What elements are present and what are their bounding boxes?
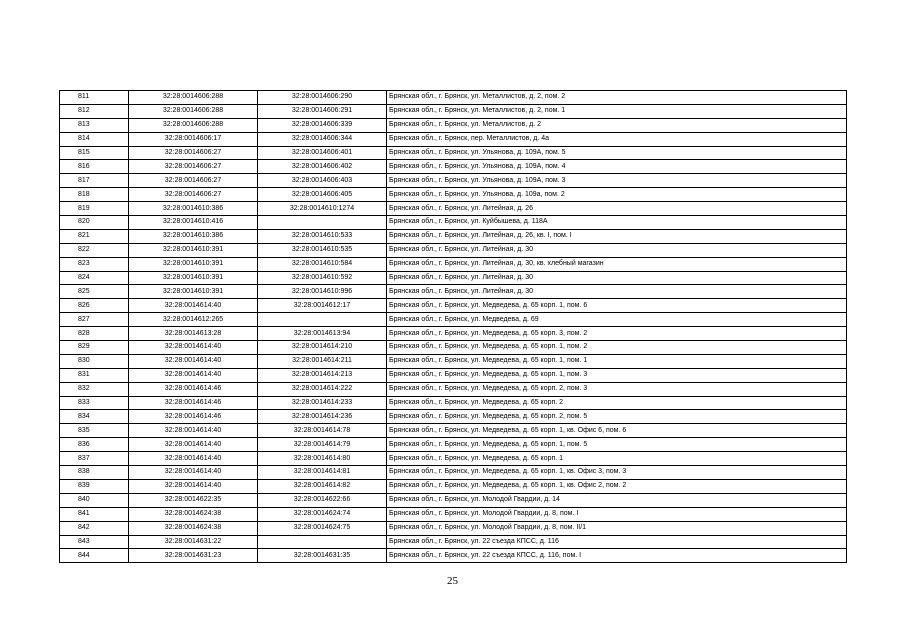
table-row <box>60 396 847 410</box>
object-number-cell: 32:28:0014610:533 <box>258 229 387 243</box>
object-number-cell <box>258 216 387 230</box>
address-cell: Брянская обл., г. Брянск, ул. Медведева, д. 65 корп. 2 <box>387 396 847 410</box>
parcel-number-cell: 32:28:0014606:27 <box>129 146 258 160</box>
object-number-cell: 32:28:0014606:402 <box>258 160 387 174</box>
row-number-cell: 835 <box>60 424 129 438</box>
address-cell: Брянская обл., г. Брянск, ул. Ульянова, д. 109А, пом. 4 <box>387 160 847 174</box>
address-cell: Брянская обл., г. Брянск, ул. Медведева, д. 65 корп. 1, кв. Офис 2, пом. 2 <box>387 479 847 493</box>
table-row <box>60 104 847 118</box>
object-number-cell <box>258 535 387 549</box>
row-number-cell: 818 <box>60 188 129 202</box>
row-number-cell: 813 <box>60 118 129 132</box>
object-number-cell: 32:28:0014614:82 <box>258 479 387 493</box>
parcel-number-cell: 32:28:0014614:40 <box>129 479 258 493</box>
property-table-body <box>60 91 847 563</box>
address-cell: Брянская обл., г. Брянск, ул. Литейная, д. 30 <box>387 285 847 299</box>
address-cell: Брянская обл., г. Брянск, ул. Медведева, д. 65 корп. 1, кв. Офис 6, пом. 6 <box>387 424 847 438</box>
table-row <box>60 368 847 382</box>
parcel-number-cell: 32:28:0014614:40 <box>129 424 258 438</box>
address-cell: Брянская обл., г. Брянск, ул. Молодой Гвардии, д. 14 <box>387 493 847 507</box>
address-cell: Брянская обл., г. Брянск, ул. Металлистов, д. 2 <box>387 118 847 132</box>
parcel-number-cell: 32:28:0014614:46 <box>129 382 258 396</box>
table-row <box>60 91 847 105</box>
object-number-cell: 32:28:0014613:94 <box>258 327 387 341</box>
table-row <box>60 410 847 424</box>
parcel-number-cell: 32:28:0014614:40 <box>129 452 258 466</box>
row-number-cell: 820 <box>60 216 129 230</box>
row-number-cell: 815 <box>60 146 129 160</box>
parcel-number-cell: 32:28:0014614:40 <box>129 368 258 382</box>
parcel-number-cell: 32:28:0014614:40 <box>129 341 258 355</box>
table-row <box>60 438 847 452</box>
parcel-number-cell: 32:28:0014610:416 <box>129 216 258 230</box>
address-cell: Брянская обл., г. Брянск, ул. Литейная, д. 26, кв. I, пом. I <box>387 229 847 243</box>
row-number-cell: 821 <box>60 229 129 243</box>
row-number-cell: 819 <box>60 202 129 216</box>
row-number-cell: 827 <box>60 313 129 327</box>
address-cell: Брянская обл., г. Брянск, ул. Металлистов, д. 2, пом. 1 <box>387 104 847 118</box>
address-cell: Брянская обл., г. Брянск, ул. Медведева, д. 65 корп. 1, пом. 2 <box>387 341 847 355</box>
address-cell: Брянская обл., г. Брянск, ул. Литейная, д. 30, кв. хлебный магазин <box>387 257 847 271</box>
parcel-number-cell: 32:28:0014606:288 <box>129 118 258 132</box>
object-number-cell: 32:28:0014606:405 <box>258 188 387 202</box>
parcel-number-cell: 32:28:0014613:28 <box>129 327 258 341</box>
row-number-cell: 843 <box>60 535 129 549</box>
parcel-number-cell: 32:28:0014614:40 <box>129 354 258 368</box>
table-row <box>60 549 847 563</box>
table-row <box>60 535 847 549</box>
object-number-cell: 32:28:0014614:81 <box>258 466 387 480</box>
row-number-cell: 822 <box>60 243 129 257</box>
address-cell: Брянская обл., г. Брянск, ул. Медведева, д. 65 корп. 1, пом. 6 <box>387 299 847 313</box>
parcel-number-cell: 32:28:0014610:391 <box>129 243 258 257</box>
parcel-number-cell: 32:28:0014606:17 <box>129 132 258 146</box>
object-number-cell: 32:28:0014610:535 <box>258 243 387 257</box>
address-cell: Брянская обл., г. Брянск, ул. Ульянова, д. 109А, пом. 3 <box>387 174 847 188</box>
row-number-cell: 844 <box>60 549 129 563</box>
object-number-cell: 32:28:0014606:401 <box>258 146 387 160</box>
row-number-cell: 840 <box>60 493 129 507</box>
object-number-cell: 32:28:0014614:80 <box>258 452 387 466</box>
table-row <box>60 146 847 160</box>
object-number-cell: 32:28:0014606:290 <box>258 91 387 105</box>
object-number-cell: 32:28:0014614:222 <box>258 382 387 396</box>
object-number-cell: 32:28:0014614:213 <box>258 368 387 382</box>
parcel-number-cell: 32:28:0014606:27 <box>129 174 258 188</box>
parcel-number-cell: 32:28:0014606:27 <box>129 188 258 202</box>
table-row <box>60 243 847 257</box>
object-number-cell: 32:28:0014614:233 <box>258 396 387 410</box>
address-cell: Брянская обл., г. Брянск, ул. Медведева, д. 65 корп. 1 <box>387 452 847 466</box>
property-table <box>59 90 847 563</box>
parcel-number-cell: 32:28:0014606:288 <box>129 104 258 118</box>
row-number-cell: 836 <box>60 438 129 452</box>
address-cell: Брянская обл., г. Брянск, ул. Медведева, д. 65 корп. 2, пом. 5 <box>387 410 847 424</box>
address-cell: Брянская обл., г. Брянск, ул. Медведева, д. 65 корп. 3, пом. 2 <box>387 327 847 341</box>
row-number-cell: 830 <box>60 354 129 368</box>
parcel-number-cell: 32:28:0014610:386 <box>129 202 258 216</box>
address-cell: Брянская обл., г. Брянск, ул. Молодой Гвардии, д. 8, пом. I <box>387 507 847 521</box>
parcel-number-cell: 32:28:0014610:391 <box>129 257 258 271</box>
object-number-cell: 32:28:0014631:35 <box>258 549 387 563</box>
row-number-cell: 823 <box>60 257 129 271</box>
address-cell: Брянская обл., г. Брянск, ул. Литейная, д. 30 <box>387 271 847 285</box>
address-cell: Брянская обл., г. Брянск, ул. Куйбышева, д. 118А <box>387 216 847 230</box>
parcel-number-cell: 32:28:0014624:38 <box>129 521 258 535</box>
parcel-number-cell: 32:28:0014614:46 <box>129 410 258 424</box>
table-row <box>60 188 847 202</box>
object-number-cell: 32:28:0014614:236 <box>258 410 387 424</box>
row-number-cell: 831 <box>60 368 129 382</box>
address-cell: Брянская обл., г. Брянск, ул. Литейная, д. 26 <box>387 202 847 216</box>
row-number-cell: 825 <box>60 285 129 299</box>
table-row <box>60 174 847 188</box>
parcel-number-cell: 32:28:0014614:40 <box>129 299 258 313</box>
table-row <box>60 382 847 396</box>
row-number-cell: 829 <box>60 341 129 355</box>
address-cell: Брянская обл., г. Брянск, ул. Медведева, д. 65 корп. 2, пом. 3 <box>387 382 847 396</box>
parcel-number-cell: 32:28:0014606:288 <box>129 91 258 105</box>
row-number-cell: 828 <box>60 327 129 341</box>
address-cell: Брянская обл., г. Брянск, ул. Медведева, д. 69 <box>387 313 847 327</box>
object-number-cell: 32:28:0014624:74 <box>258 507 387 521</box>
object-number-cell: 32:28:0014614:79 <box>258 438 387 452</box>
object-number-cell: 32:28:0014624:75 <box>258 521 387 535</box>
object-number-cell: 32:28:0014614:78 <box>258 424 387 438</box>
object-number-cell: 32:28:0014622:66 <box>258 493 387 507</box>
table-row <box>60 354 847 368</box>
row-number-cell: 817 <box>60 174 129 188</box>
object-number-cell: 32:28:0014610:592 <box>258 271 387 285</box>
object-number-cell: 32:28:0014614:211 <box>258 354 387 368</box>
object-number-cell: 32:28:0014612:17 <box>258 299 387 313</box>
address-cell: Брянская обл., г. Брянск, ул. Молодой Гвардии, д. 8, пом. II/1 <box>387 521 847 535</box>
parcel-number-cell: 32:28:0014612:265 <box>129 313 258 327</box>
row-number-cell: 834 <box>60 410 129 424</box>
address-cell: Брянская обл., г. Брянск, пер. Металлистов, д. 4а <box>387 132 847 146</box>
object-number-cell: 32:28:0014614:210 <box>258 341 387 355</box>
object-number-cell: 32:28:0014610:1274 <box>258 202 387 216</box>
row-number-cell: 812 <box>60 104 129 118</box>
row-number-cell: 824 <box>60 271 129 285</box>
table-row <box>60 493 847 507</box>
address-cell: Брянская обл., г. Брянск, ул. Ульянова, д. 109а, пом. 2 <box>387 188 847 202</box>
parcel-number-cell: 32:28:0014622:35 <box>129 493 258 507</box>
table-row <box>60 285 847 299</box>
table-row <box>60 479 847 493</box>
parcel-number-cell: 32:28:0014610:386 <box>129 229 258 243</box>
parcel-number-cell: 32:28:0014610:391 <box>129 271 258 285</box>
address-cell: Брянская обл., г. Брянск, ул. 22 съезда КПСС, д. 116, пом. I <box>387 549 847 563</box>
table-row <box>60 466 847 480</box>
table-row <box>60 229 847 243</box>
object-number-cell: 32:28:0014610:584 <box>258 257 387 271</box>
table-row <box>60 327 847 341</box>
table-row <box>60 118 847 132</box>
row-number-cell: 839 <box>60 479 129 493</box>
table-row <box>60 271 847 285</box>
parcel-number-cell: 32:28:0014624:38 <box>129 507 258 521</box>
parcel-number-cell: 32:28:0014614:40 <box>129 438 258 452</box>
row-number-cell: 814 <box>60 132 129 146</box>
page-number: 25 <box>447 575 458 587</box>
row-number-cell: 816 <box>60 160 129 174</box>
row-number-cell: 842 <box>60 521 129 535</box>
object-number-cell <box>258 313 387 327</box>
object-number-cell: 32:28:0014606:291 <box>258 104 387 118</box>
table-row <box>60 507 847 521</box>
table-row <box>60 160 847 174</box>
parcel-number-cell: 32:28:0014614:40 <box>129 466 258 480</box>
row-number-cell: 838 <box>60 466 129 480</box>
table-row <box>60 257 847 271</box>
row-number-cell: 832 <box>60 382 129 396</box>
parcel-number-cell: 32:28:0014631:22 <box>129 535 258 549</box>
table-row <box>60 521 847 535</box>
parcel-number-cell: 32:28:0014610:391 <box>129 285 258 299</box>
table-row <box>60 424 847 438</box>
parcel-number-cell: 32:28:0014614:46 <box>129 396 258 410</box>
address-cell: Брянская обл., г. Брянск, ул. Медведева, д. 65 корп. 1, кв. Офис 3, пом. 3 <box>387 466 847 480</box>
address-cell: Брянская обл., г. Брянск, ул. Литейная, д. 30 <box>387 243 847 257</box>
address-cell: Брянская обл., г. Брянск, ул. Металлистов, д. 2, пом. 2 <box>387 91 847 105</box>
parcel-number-cell: 32:28:0014631:23 <box>129 549 258 563</box>
table-row <box>60 216 847 230</box>
address-cell: Брянская обл., г. Брянск, ул. Медведева, д. 65 корп. 1, пом. 3 <box>387 368 847 382</box>
table-row <box>60 202 847 216</box>
address-cell: Брянская обл., г. Брянск, ул. Медведева, д. 65 корп. 1, пом. 5 <box>387 438 847 452</box>
row-number-cell: 837 <box>60 452 129 466</box>
object-number-cell: 32:28:0014606:339 <box>258 118 387 132</box>
row-number-cell: 833 <box>60 396 129 410</box>
object-number-cell: 32:28:0014606:344 <box>258 132 387 146</box>
table-row <box>60 452 847 466</box>
table-row <box>60 313 847 327</box>
row-number-cell: 811 <box>60 91 129 105</box>
table-row <box>60 132 847 146</box>
row-number-cell: 826 <box>60 299 129 313</box>
object-number-cell: 32:28:0014610:996 <box>258 285 387 299</box>
row-number-cell: 841 <box>60 507 129 521</box>
address-cell: Брянская обл., г. Брянск, ул. Ульянова, д. 109А, пом. 5 <box>387 146 847 160</box>
parcel-number-cell: 32:28:0014606:27 <box>129 160 258 174</box>
address-cell: Брянская обл., г. Брянск, ул. Медведева, д. 65 корп. 1, пом. 1 <box>387 354 847 368</box>
object-number-cell: 32:28:0014606:403 <box>258 174 387 188</box>
address-cell: Брянская обл., г. Брянск, ул. 22 съезда КПСС, д. 116 <box>387 535 847 549</box>
table-row <box>60 299 847 313</box>
table-row <box>60 341 847 355</box>
